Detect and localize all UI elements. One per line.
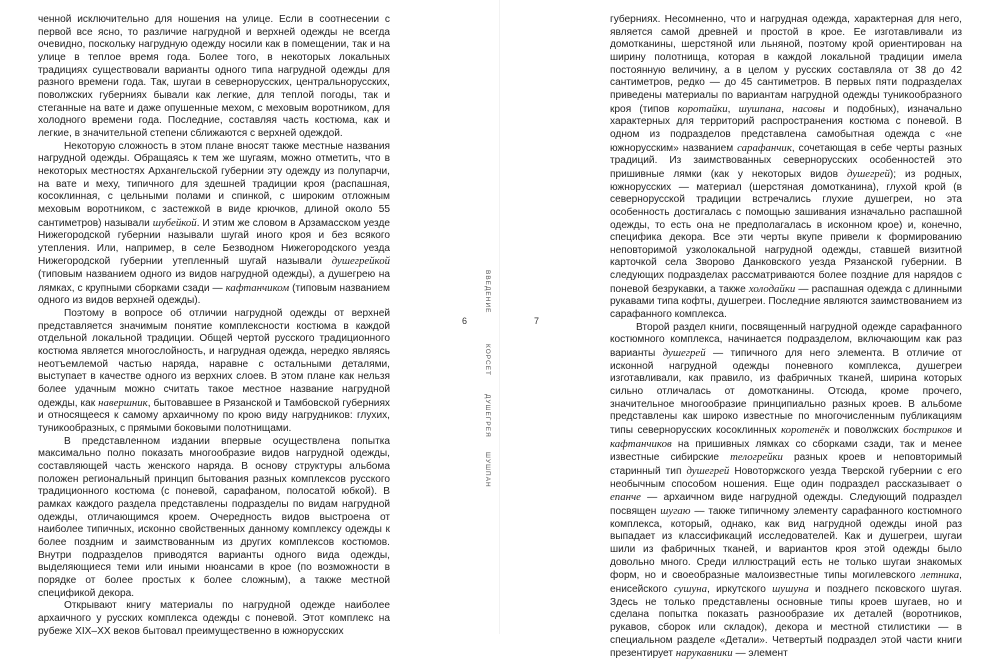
right-text-column — [610, 14, 962, 661]
paragraph: В представленном издании впервые осуществлена попытка максимально полно показать многообразие видов нагрудной одежды, составляющей часть женского наряда. В основу структуры альбома положен региональный принцип бытования разных комплексов русского традиционного костюма (с поневой, сарафаном, полосатой юбкой). В рамках каждого раздела представлены подразделы по видам нагрудной одежды, отличающимся кроем. Очередность видов выстроена от наиболее типичных, исконно свойственных данному комплексу одежды к более поздним и заимствованным из других комплексов костюмов. Внутри подразделов приводятся варианты одного вида одежды, выделяющиеся теми или иными нюансами в крое (по возможности в порядке от более простых к более сложным), а также местной спецификой декора. — [38, 435, 390, 599]
paragraph: Некоторую сложность в этом плане вносят также местные названия нагрудной одежды. Обращаясь к тем же шугаям, можно отметить, что в некоторых местностях Архангельской губернии эту одежду из полупарчи, на вате и меху, типичного для здешней традиции кроя (распашная, косоклинная, с цельными полами и спинкой, с широким отложным меховым воротником, с застежкой в виде крючков, длиной около 55 сантиметров) называли шубейкой. И этим же словом в Арзамасском уезде Нижегородской губернии называли шугай иного кроя и без всякого утепления. Или, например, в селе Безводном Нижегородского уезда Нижегородской губернии утепленный шугай называли душегрейкой (типовым названием одного из видов нагрудной одежды), а душегрею на лямках, с крупными сборками сзади — кафтанчиком (типовым названием одного из видов верхней одежды). — [38, 140, 391, 307]
paragraph: Второй раздел книги, посвященный нагрудной одежде сарафанного костюмного комплекса, начинается подразделом, включающим как раз варианты душегрей — типичного для него элемента. В отличие от исконной нагрудной одежды поневного комплекса, душегреи изготавливали, как правило, из фабричных тканей, ширина которых сильно отличалась от домотканины. Отсюда, кроме прочего, значительное многообразие принципиально разных кроев. В альбоме представлены как широко известные по многочисленным публикациям типы севернорусских косоклинных коротенёк и поволжских бостриков и кафтанчиков на пришивных лямках со сборками сзади, так и менее известные сибирские телогрейки разных кроев и неповторимый старинный тип душегрей Новоторжского уезда Тверской губернии с его необычным способом ношения. Еще один подраздел рассказывает о епанче — архаичном виде нагрудной одежды. Следующий подраздел посвящен шугаю — также типичному элементу сарафанного костюмного комплекса, который, однако, как вид нагрудной одежды иной раз выпадает из классификаций исследователей. Как и душегреи, шугаи шили из фабричных тканей, и вариантов кроя этой одежды было довольно много. Среди иллюстраций есть не только шугаи знакомых форм, но и своеобразные малоизвестные типы могилевского летника, енисейского сушуна, иркутского шушуна и позднего псковского шугая. Здесь не только представлены основные типы кроев шугаев, но и сделана попытка показать разнообразие их деталей (воротников, рукавов, сборок или складок), декора и местной стилистики — в специальном разделе «Детали». Четвертый подраздел этой части книги презентирует нарукавники — элемент — [610, 321, 962, 660]
section-label: ШУШПАН — [484, 452, 491, 488]
paragraph: ченной исключительно для ношения на улице. Если в соотнесении с первой все ясно, то различие нагрудной и верхней одежды не всегда очевидно, поскольку нагрудную одежду носили как в помещении, так и на улице в теплое время года. Более того, в некоторых локальных традициях существовали варианты одного типа нагрудной одежды для разного времени года. Так, шугаи в севернорусских, центральнорусских, поволжских губерниях бывали как легкие, для теплой погоды, так и стеганные на вате и даже опушенные мехом, с меховым воротником, для холодного времени года. Последние, составляя часть костюма, как и легкие, в значительной степени сближаются с верхней одеждой. — [38, 14, 390, 139]
section-label: ВВЕДЕНИЕ — [484, 270, 491, 314]
section-label: ДУШЕГРЕЯ — [484, 394, 491, 438]
paragraph: губерниях. Несомненно, что и нагрудная одежда, характерная для него, является самой древней и простой в крое. Ее изготавливали из домотканины, шерстяной или льняной, поэтому крой ориентирован на ширину полотнища, которая в каждой локальной традиции имела постоянную величину, а в целом у русских составляла от 38 до 42 сантиметров, редко — до 45 сантиметров. В первых пяти подразделах приведены материалы по вариантам нагрудной одежды туникообразного кроя (типов коротайки, шушпана, насовы и подобных), изначально характерных для территорий распространения костюма с поневой. В одном из подразделов представлена самобытная одежда с «не южнорусским» названием сарафанчик, сочетающая в себе черты разных традиций. Из заимствованных севернорусских особенностей это пришивные лямки (как у некоторых видов душегрей); из родных, южнорусских — материал (шерстяная домотканина), глухой крой (в севернорусской традиции встречались глухие душегреи, но эта особенность достигалась с помощью зашивания изначально распашной одежды, то есть она не предполагалась в исконном крое) и, конечно, специфика декора. Все эти черты вкупе привели к формированию неповторимой узколокальной нагрудной одежды, ставшей визитной карточкой села Зворово Данковского уезда Рязанской губернии. В следующих подразделах рассматриваются более поздние для нарядов с поневой безрукавки, а также холодайки — распашная одежда с длинными рукавами типа кофты, душегреи. Последние являются заимствованием из сарафанного комплекса. — [610, 14, 963, 321]
left-page — [0, 0, 500, 637]
page-number: 6 — [462, 316, 468, 326]
section-label: КОРСЕТ — [484, 344, 491, 377]
paragraph: Поэтому в вопросе об отличии нагрудной одежды от верхней представляется значимым понятие комплексности костюма в каждой отдельной локальной традиции. Общей чертой русского традиционного костюма является многослойность, и нагрудная одежда, нередко являясь неотъемлемой частью наряда, наравне с остальными деталями, выступает в качестве одного из верхних слоев. В этом плане как нельзя более удачным можно считать такое местное название нагрудной одежды, как навершник, бытовавшее в Рязанской и Тамбовской губерниях и относящееся к самому архаичному по крою виду нагрудников: глухих, туникообразных, с прямыми боковыми полотнищами. — [38, 308, 390, 434]
right-page — [500, 0, 1000, 660]
page-number: 7 — [534, 316, 540, 326]
paragraph: Открывают книгу материалы по нагрудной одежде наиболее архаичного у русских комплекса одежды с поневой. Этот комплекс на рубеже XIX–XX веков бытовал преимущественно в южнорусских — [38, 600, 390, 637]
left-text-column — [38, 14, 390, 638]
